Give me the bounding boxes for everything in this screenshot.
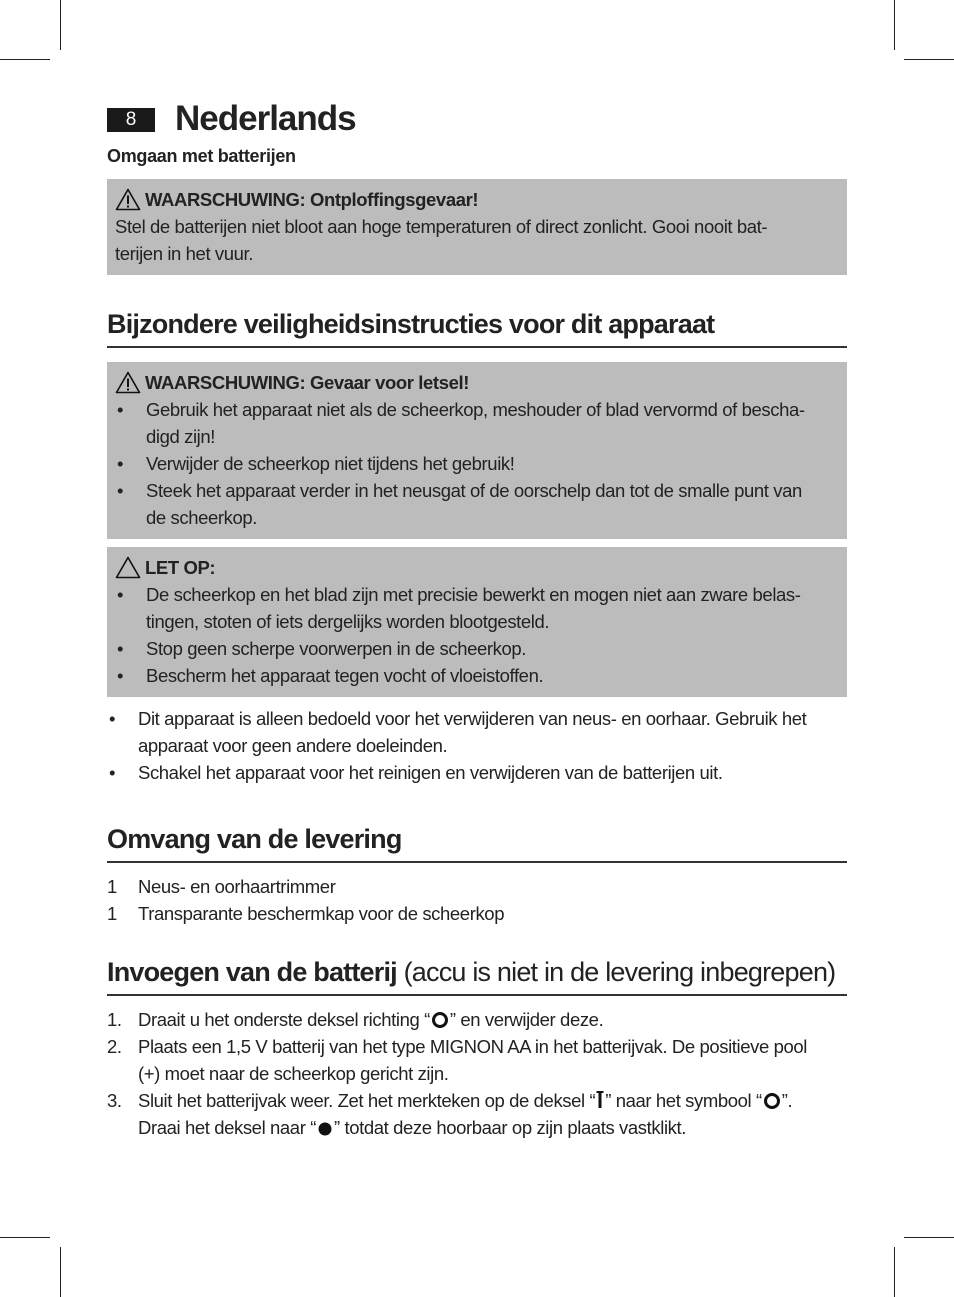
item-quantity: 1 [107, 903, 117, 924]
warning-triangle-icon [115, 188, 141, 211]
open-ring-symbol-icon [431, 1011, 449, 1029]
warning-title: WAARSCHUWING: Ontploffingsgevaar! [145, 189, 479, 210]
caution-title: LET OP: [145, 557, 216, 578]
safety-section-title: Bijzondere veiligheidsinstructies voor dit apparaat [107, 309, 847, 348]
page-title: Nederlands [175, 99, 356, 138]
page-number: 8 [107, 108, 155, 132]
list-item: • De scheerkop en het blad zijn met precisie bewerkt en mogen niet aan zware belas- tingen, stoten of iets dergelijks worden blootgesteld. [115, 581, 839, 635]
step-item: 3. Sluit het batterijvak weer. Zet het merkteken op de deksel “ ” naar het symbool “ ”. Draai het deksel naar “ ” totdat deze hoorbaar op zijn plaats vastklikt. [107, 1087, 847, 1141]
list-item: • Verwijder de scheerkop niet tijdens het gebruik! [115, 450, 839, 477]
item-quantity: 1 [107, 876, 117, 897]
general-safety-list [107, 705, 847, 786]
list-item: • Schakel het apparaat voor het reinigen en verwijderen van de batterijen uit. [107, 759, 847, 786]
warning-title: WAARSCHUWING: Gevaar voor letsel! [145, 372, 469, 393]
crop-mark [904, 1237, 954, 1238]
closed-dot-symbol-icon [317, 1121, 333, 1137]
insert-battery-section-title: Invoegen van de batterij (accu is niet in de levering inbegrepen) [107, 957, 847, 996]
crop-mark [904, 59, 954, 60]
list-item: • Stop geen scherpe voorwerpen in de scheerkop. [115, 635, 839, 662]
step-number: 1. [107, 1009, 122, 1030]
insert-steps [107, 1006, 847, 1141]
marker-line-icon [596, 1090, 604, 1110]
crop-mark [894, 0, 895, 50]
warning-list [115, 396, 839, 531]
caution-triangle-icon [115, 556, 141, 579]
crop-mark [60, 0, 61, 50]
open-ring-symbol-icon [763, 1092, 781, 1110]
warning-triangle-icon [115, 371, 141, 394]
injury-warning-box [107, 362, 847, 539]
warning-text-line: Stel de batterijen niet bloot aan hoge temperaturen of direct zonlicht. Gooi nooit bat- [115, 216, 768, 237]
item-text: Neus- en oorhaartrimmer [138, 876, 336, 897]
page-content [107, 100, 847, 1141]
warning-text-line: terijen in het vuur. [115, 243, 254, 264]
crop-mark [0, 1237, 50, 1238]
battery-section-title: Omgaan met batterijen [107, 146, 296, 166]
list-item: • Steek het apparaat verder in het neusgat of de oorschelp dan tot de smalle punt van de scheerkop. [115, 477, 839, 531]
list-item: • Dit apparaat is alleen bedoeld voor het verwijderen van neus- en oorhaar. Gebruik het apparaat voor geen andere doeleinden. [107, 705, 847, 759]
crop-mark [894, 1247, 895, 1297]
crop-mark [0, 59, 50, 60]
list-item: • Bescherm het apparaat tegen vocht of vloeistoffen. [115, 662, 839, 689]
delivery-section-title: Omvang van de levering [107, 824, 847, 863]
caution-box [107, 547, 847, 697]
item-text: Transparante beschermkap voor de scheerkop [138, 903, 505, 924]
delivery-list [107, 873, 847, 927]
step-number: 3. [107, 1090, 122, 1111]
caution-list [115, 581, 839, 689]
crop-mark [60, 1247, 61, 1297]
list-item [107, 873, 847, 900]
step-item: 1. Draait u het onderste deksel richting “ ” en verwijder deze. [107, 1006, 847, 1033]
step-number: 2. [107, 1036, 122, 1057]
step-item: 2. Plaats een 1,5 V batterij van het type MIGNON AA in het batterijvak. De positieve pool (+) moet naar de scheerkop gericht zijn. [107, 1033, 847, 1087]
list-item [107, 900, 847, 927]
page-header [107, 100, 847, 138]
explosion-warning-box [107, 179, 847, 275]
list-item: • Gebruik het apparaat niet als de scheerkop, meshouder of blad vervormd of bescha- digd zijn! [115, 396, 839, 450]
